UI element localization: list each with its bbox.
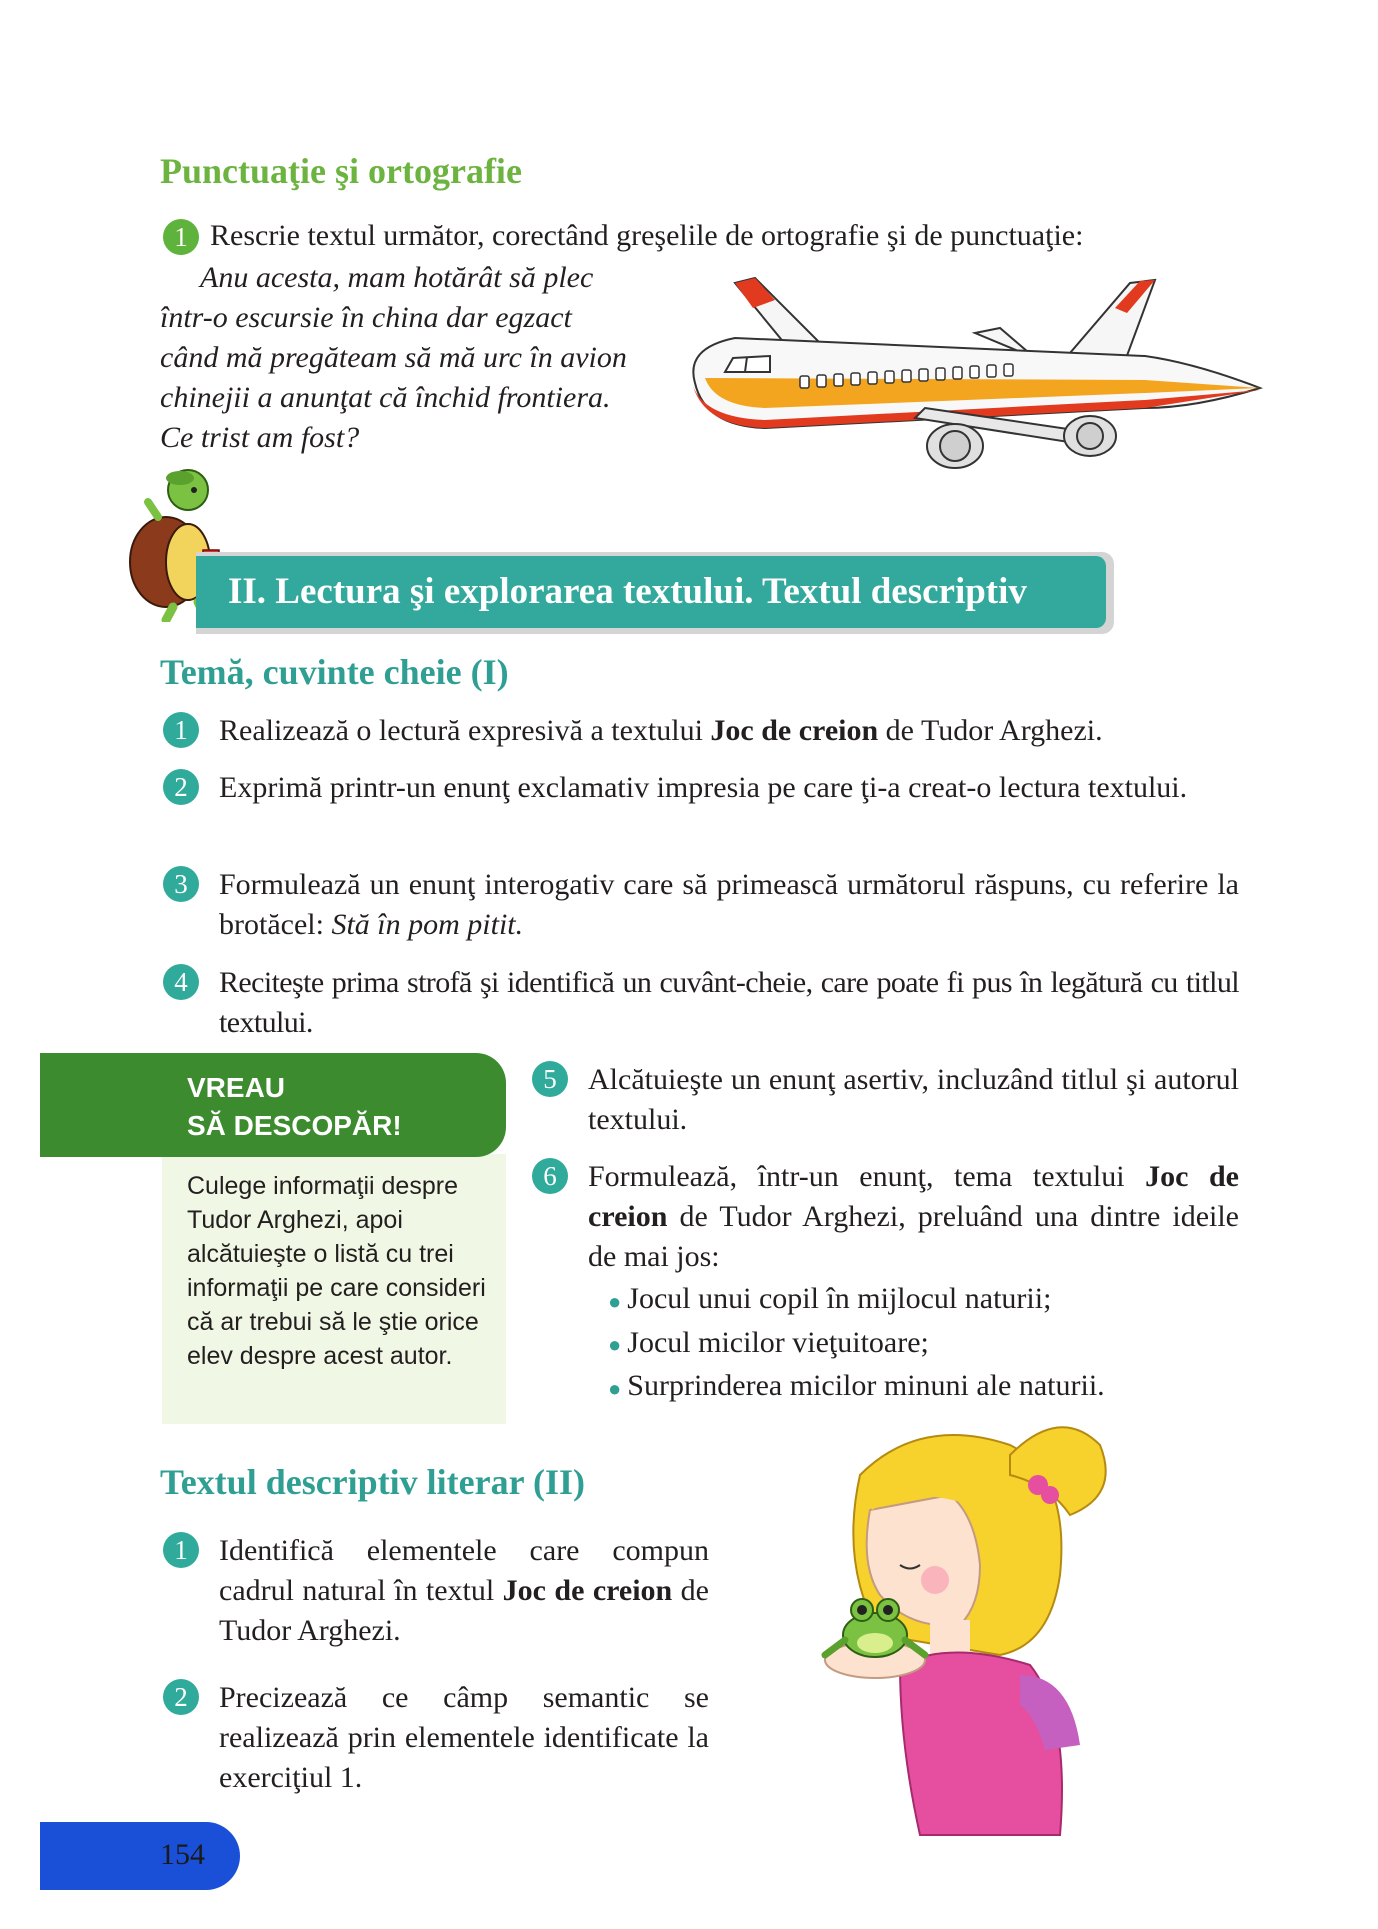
poem-line: Ce trist am fost? [160, 421, 360, 454]
exercise-number: 1 [163, 712, 199, 748]
poem-line: într-o escursie în china dar egzact [160, 301, 572, 334]
banner-title: II. Lectura şi explorarea textului. Textul descriptiv [228, 571, 1027, 612]
exercise-number: 2 [163, 1679, 199, 1715]
sidebox-title: SĂ DESCOPĂR! [187, 1110, 402, 1141]
sidebox-text: Culege informaţii despre Tudor Arghezi, apoi alcătuieşte o listă cu trei informaţii pe care consideri că ar trebui să le ştie orice elev despre acest autor. [187, 1172, 486, 1370]
section-heading-theme: Temă, cuvinte cheie (I) [160, 652, 509, 692]
section-heading-punctuation: Punctuaţie şi ortografie [160, 151, 522, 191]
exercise-instruction: Rescrie textul următor, corectând greşelile de ortografie şi de punctuaţie: [210, 219, 1084, 252]
exercise-text: Formulează, într-un enunţ, tema textului Joc de creion de Tudor Arghezi, preluând una dintre ideile de mai jos: [588, 1160, 1239, 1273]
exercise-number: 2 [163, 769, 199, 805]
list-item: ● Jocul micilor vieţuitoare; [608, 1325, 929, 1359]
section-banner [196, 556, 1106, 628]
exercise-number: 1 [163, 1532, 199, 1568]
poem-line: chinejii a anunţat că închid frontiera. [160, 381, 611, 414]
poem-line: Anu acesta, mam hotărât să plec [200, 261, 594, 294]
list-item: ● Jocul unui copil în mijlocul naturii; [608, 1282, 1052, 1315]
sidebox-header [40, 1053, 506, 1157]
airplane-illustration [675, 268, 1265, 478]
exercise-text: Identifică elementele care compun cadrul natural în textul Joc de creion de Tudor Arghezi. [219, 1534, 709, 1647]
exercise-number: 5 [532, 1061, 568, 1097]
list-item: ● Surprinderea micilor minuni ale naturii. [608, 1369, 1105, 1403]
exercise-number: 3 [163, 866, 199, 902]
idea-list [608, 1278, 1248, 1409]
exercise-text: Formulează un enunţ interogativ care să primească următorul răspuns, cu referire la brotăcel: Stă în pom pitit. [219, 868, 1239, 941]
girl-with-frog-illustration [800, 1415, 1130, 1850]
page-number-tab [40, 1822, 240, 1890]
exercise-text: Alcătuieşte un enunţ asertiv, incluzând titlul şi autorul textului. [588, 1063, 1239, 1136]
section-heading-descriptive: Textul descriptiv literar (II) [160, 1462, 585, 1502]
exercise-text: Realizează o lectură expresivă a textului Joc de creion de Tudor Arghezi. [219, 714, 1103, 747]
sidebox-title: VREAU [187, 1072, 286, 1103]
exercise-number: 6 [532, 1158, 568, 1194]
exercise-number: 1 [163, 219, 199, 255]
poem-text [160, 258, 660, 458]
exercise-number: 4 [163, 964, 199, 1000]
poem-line: când mă pregăteam să mă urc în avion [160, 341, 627, 374]
exercise-text: Exprimă printr-un enunţ exclamativ impresia pe care ţi-a creat-o lectura textului. [219, 771, 1188, 804]
exercise-text: Precizează ce câmp semantic se realizează prin elementele identificate la exerciţiul 1. [219, 1681, 709, 1794]
exercise-text: Reciteşte prima strofă şi identifică un cuvânt-cheie, care poate fi pus în legătură cu titlul textului. [219, 966, 1239, 1039]
page-number: 154 [160, 1838, 205, 1871]
